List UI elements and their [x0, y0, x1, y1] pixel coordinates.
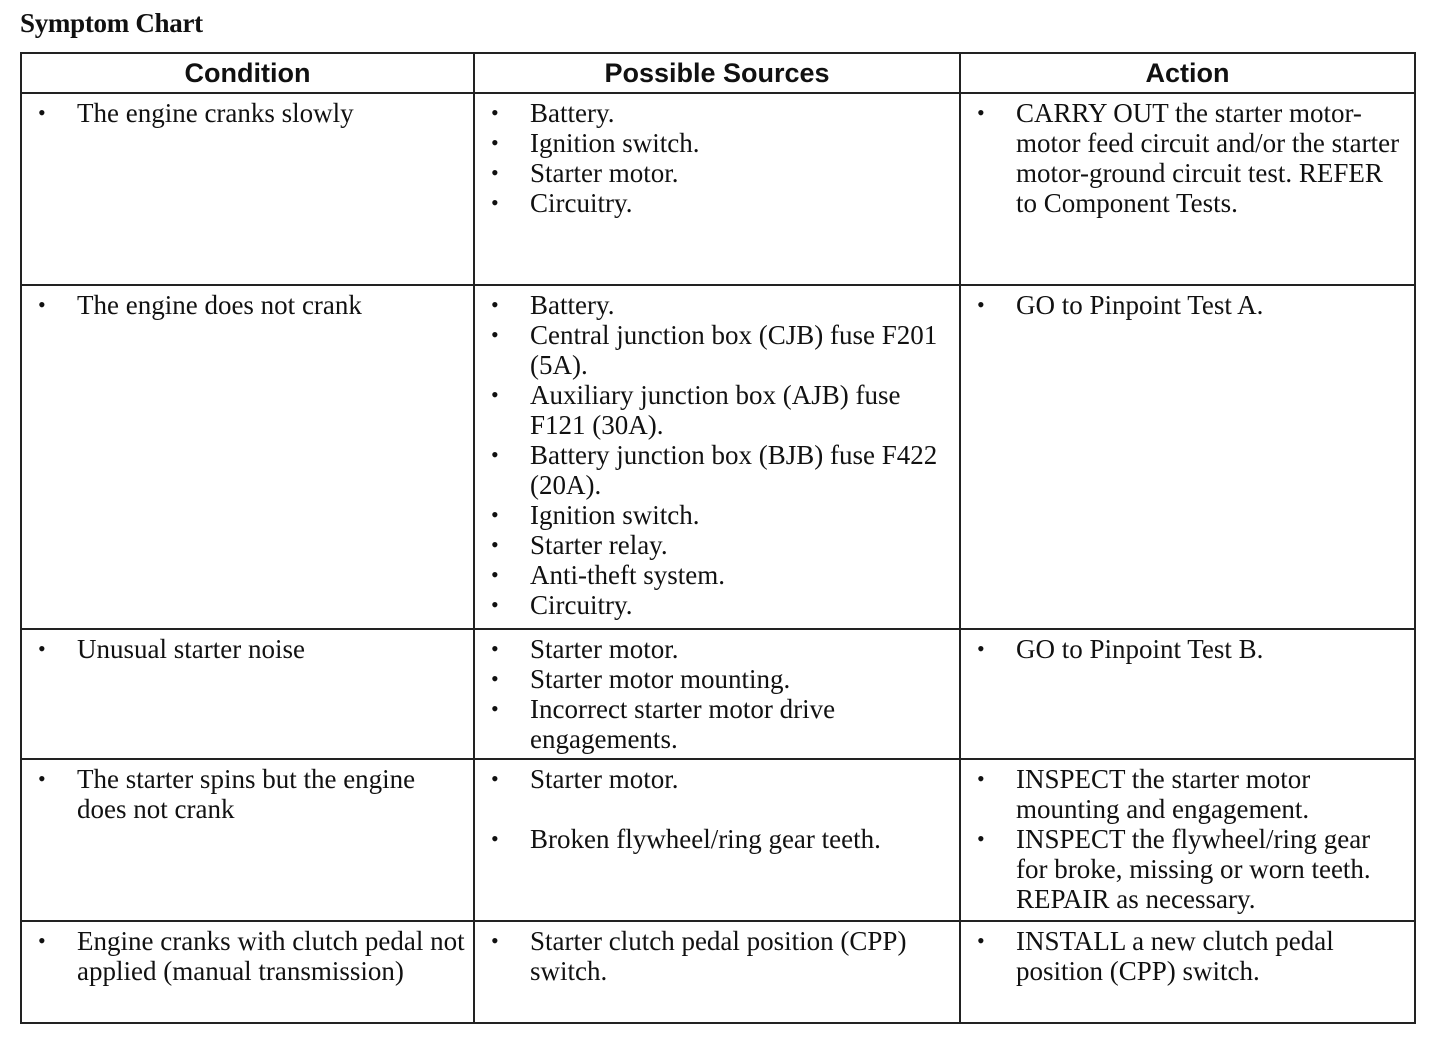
action-cell — [960, 629, 1415, 759]
source-item: • Starter motor mounting. — [485, 664, 951, 694]
action-item: • CARRY OUT the starter motor-motor feed circuit and/or the starter motor-ground circuit test. REFER to Component Tests. — [971, 98, 1406, 218]
action-cell — [960, 759, 1415, 921]
sources-cell — [474, 759, 960, 921]
source-item: • Anti-theft system. — [485, 560, 951, 590]
table-row — [21, 93, 1415, 285]
sources-cell — [474, 629, 960, 759]
source-item: • Ignition switch. — [485, 500, 951, 530]
condition-cell — [21, 759, 474, 921]
sources-cell — [474, 93, 960, 285]
action-item: • INSPECT the flywheel/ring gear for broke, missing or worn teeth. REPAIR as necessary. — [971, 824, 1406, 914]
table-row — [21, 921, 1415, 1023]
source-item: • Auxiliary junction box (AJB) fuse F121 (30A). — [485, 380, 951, 440]
action-cell — [960, 285, 1415, 629]
symptom-table — [20, 52, 1416, 1024]
source-item: • Circuitry. — [485, 188, 951, 218]
condition-cell — [21, 921, 474, 1023]
source-item: • Starter motor. — [485, 634, 951, 664]
table-row — [21, 759, 1415, 921]
source-item: • Starter clutch pedal position (CPP) switch. — [485, 926, 951, 986]
action-item: • GO to Pinpoint Test A. — [971, 290, 1406, 320]
action-cell — [960, 921, 1415, 1023]
condition-text: • The starter spins but the engine does not crank — [32, 764, 465, 824]
header-action: Action — [960, 53, 1415, 93]
action-cell — [960, 93, 1415, 285]
source-item: • Circuitry. — [485, 590, 951, 620]
condition-cell — [21, 93, 474, 285]
source-item: • Central junction box (CJB) fuse F201 (5A). — [485, 320, 951, 380]
source-item: • Battery junction box (BJB) fuse F422 (20A). — [485, 440, 951, 500]
header-possible-sources: Possible Sources — [474, 53, 960, 93]
table-row — [21, 285, 1415, 629]
source-item: • Starter relay. — [485, 530, 951, 560]
table-header-row — [21, 53, 1415, 93]
page-title: Symptom Chart — [20, 8, 203, 38]
condition-text: • The engine cranks slowly — [32, 98, 465, 128]
source-item: • Broken flywheel/ring gear teeth. — [485, 824, 951, 854]
sources-cell — [474, 285, 960, 629]
action-item: • INSTALL a new clutch pedal position (CPP) switch. — [971, 926, 1406, 986]
condition-text: • Unusual starter noise — [32, 634, 465, 664]
sources-cell — [474, 921, 960, 1023]
action-item: • GO to Pinpoint Test B. — [971, 634, 1406, 664]
condition-cell — [21, 629, 474, 759]
table-row — [21, 629, 1415, 759]
source-item: • Starter motor. — [485, 764, 951, 794]
source-item: • Battery. — [485, 290, 951, 320]
source-item: • Incorrect starter motor drive engagements. — [485, 694, 951, 754]
source-item: • Battery. — [485, 98, 951, 128]
condition-cell — [21, 285, 474, 629]
action-item: • INSPECT the starter motor mounting and engagement. — [971, 764, 1406, 824]
source-item: • Ignition switch. — [485, 128, 951, 158]
header-condition: Condition — [21, 53, 474, 93]
source-item: • Starter motor. — [485, 158, 951, 188]
condition-text: • Engine cranks with clutch pedal not applied (manual transmission) — [32, 926, 465, 986]
condition-text: • The engine does not crank — [32, 290, 465, 320]
